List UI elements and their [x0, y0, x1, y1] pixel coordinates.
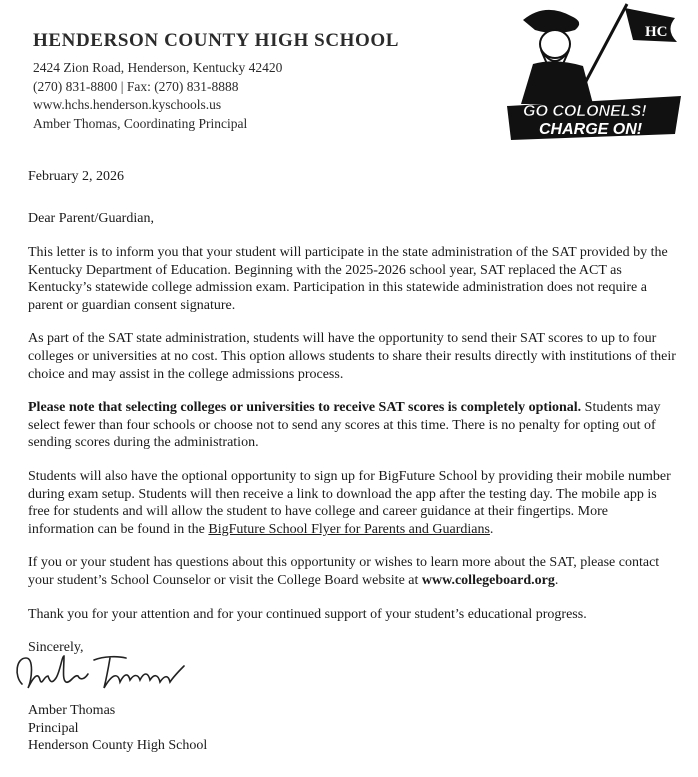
paragraph-optional: [28, 399, 676, 452]
coordinating-principal: Amber Thomas, Coordinating Principal: [33, 115, 248, 131]
letter-body: [28, 169, 676, 656]
slogan-line-2: CHARGE ON!: [539, 121, 643, 138]
school-website: www.hchs.henderson.kyschools.us: [33, 97, 222, 112]
signer-organization: Henderson County High School: [28, 738, 208, 754]
school-address: 2424 Zion Road, Henderson, Kentucky 42420: [33, 60, 283, 75]
questions-end: .: [554, 572, 559, 588]
bigfuture-text: Students will also have the optional opportunity to sign up for BigFuture School by providing their mobile number during exam setup. Students will then receive a link to download the app after the testing day. The mobile app is free for students and will allow the student to have college and career guidance at their fingertips. More information can be found in the: [28, 468, 671, 537]
signer-title: Principal: [28, 720, 79, 736]
questions-text: If you or your student has questions about this opportunity or wishes to learn more about the SAT, please contact your student’s School Counselor or visit the College Board website at: [28, 555, 660, 588]
letterhead: [33, 30, 399, 133]
paragraph-score-sends: As part of the SAT state administration, students will have the opportunity to send their SAT scores to up to four colleges or universities at no cost. This option allows students to share their results directly with institutions of their choice and may assist in the college admissions process.: [28, 331, 676, 382]
school-name: HENDERSON COUNTY HIGH SCHOOL: [33, 30, 400, 51]
signature-block: [28, 702, 207, 755]
closing: Sincerely,: [28, 640, 84, 656]
letter-date: February 2, 2026: [28, 169, 125, 184]
salutation: Dear Parent/Guardian,: [28, 211, 154, 226]
paragraph-bigfuture: [28, 468, 676, 538]
paragraph-thanks: Thank you for your attention and for your continued support of your student’s educational progress.: [28, 606, 587, 622]
handwritten-signature: [8, 646, 198, 702]
flag-letters: HC: [645, 24, 668, 40]
paragraph-intro: This letter is to inform you that your student will participate in the state administration of the SAT provided by the Kentucky Department of Education. Beginning with the 2025-2026 school year, SAT replaced the ACT as Kentucky’s statewide college admission exam. Participation in this statewide administration does not require a parent or guardian consent signature.: [28, 245, 668, 313]
collegeboard-website: www.collegeboard.org: [421, 572, 555, 588]
school-phone-fax: (270) 831-8800 | Fax: (270) 831-8888: [33, 78, 239, 94]
mascot-coat-icon: [521, 61, 593, 104]
bigfuture-end: .: [489, 521, 494, 537]
slogan-line-1: GO COLONELS!: [523, 103, 647, 120]
optional-notice-rest: Students may select fewer than four schools or choose not to send any scores at this time. There is no penalty for opting out of sending scores during the administration.: [28, 400, 661, 451]
bigfuture-flyer-link[interactable]: BigFuture School Flyer for Parents and Guardians: [208, 521, 490, 537]
paragraph-questions: [28, 554, 676, 589]
colonels-mascot-logo: [505, 0, 683, 142]
optional-notice-bold: Please note that selecting colleges or universities to receive SAT scores is completely optional.: [28, 400, 582, 416]
signer-name: Amber Thomas: [28, 703, 116, 718]
